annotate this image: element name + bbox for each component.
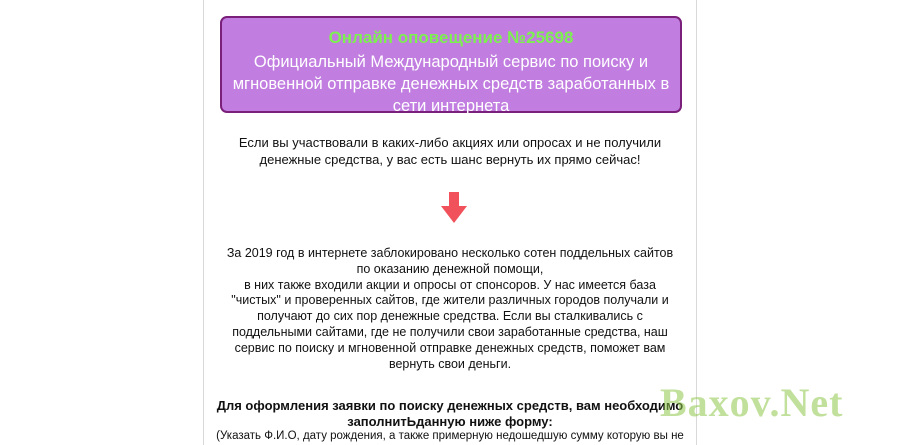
banner-title: Онлайн оповещение №25698 [328,28,574,47]
intro-text [203,134,697,168]
form-heading-line: Для оформления заявки по поиску денежных средств, вам необходимо [216,398,684,413]
banner-subtitle-line: сети интернета [392,97,510,115]
intro-line: Если вы участвовали в каких-либо акциях или опросах и не получили [238,135,662,150]
banner-subtitle-line: Официальный Международный сервис по поиску и [253,53,649,71]
form-heading-line: заполнитЬданную ниже форму: [347,413,553,429]
description-line: получают до сих пор денежные средства. Если вы сталкивались с [257,309,643,324]
description-line: За 2019 год в интернете заблокировано несколько сотен поддельных сайтов [226,246,674,260]
form-note: (Указать Ф.И.О, дату рождения, а также примерную недошедшую сумму которую вы не [216,430,684,442]
intro-line: денежные средства, у вас есть шанс вернуть их прямо сейчас! [259,152,641,167]
banner-subtitle [232,51,670,117]
form-heading [203,398,697,429]
description-line: сервис по поиску и мгновенной отправке денежных средств, поможет вам [234,340,666,355]
description-line: в них также входили акции и опросы от спонсоров. У нас имеется база [244,277,656,292]
description-line: поддельными сайтами, где не получили свои заработанные средства, наш [232,324,668,339]
watermark-logo: Baxov.Net [660,380,844,425]
description-line: по оказанию денежной помощи, [356,261,544,276]
banner-subtitle-line: мгновенной отправке денежных средств заработанных в [232,75,670,93]
description-text [203,246,697,372]
description-line: "чистых" и проверенных сайтов, где жители различных городов получали и [231,293,669,308]
arrow-down-icon [441,192,467,224]
content-left-border [203,0,204,445]
description-line: вернуть свои деньги. [388,356,512,371]
notification-banner [220,16,682,113]
